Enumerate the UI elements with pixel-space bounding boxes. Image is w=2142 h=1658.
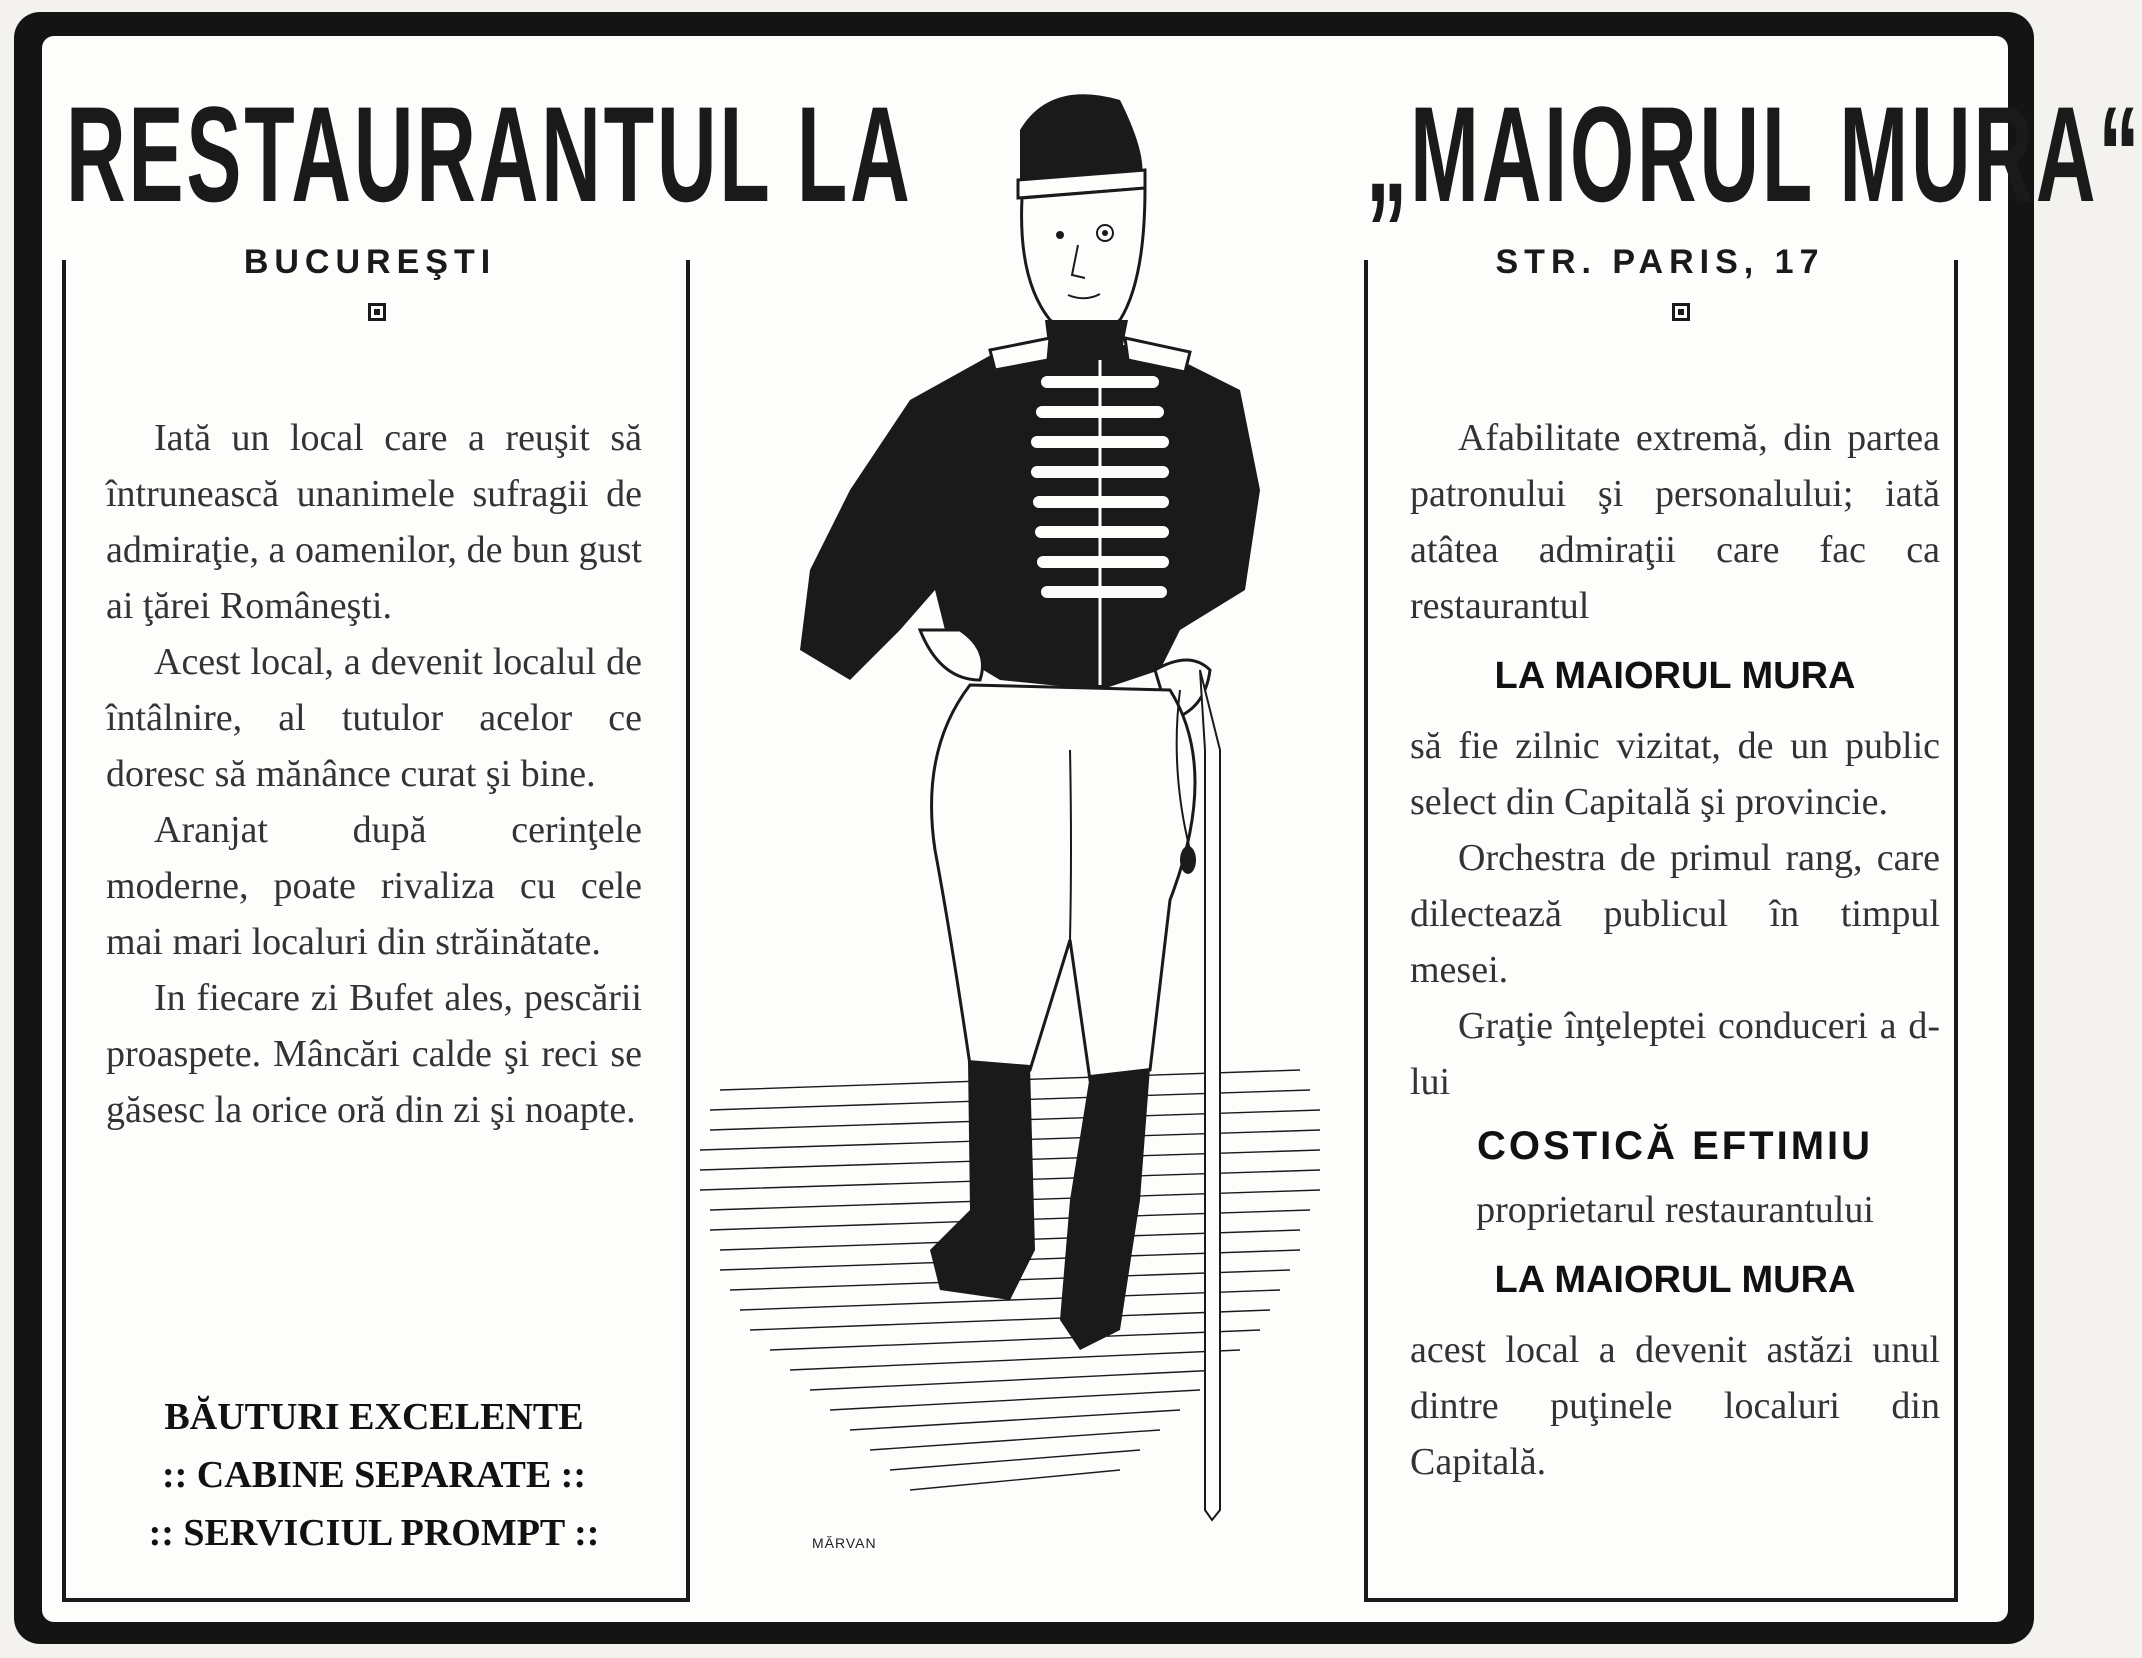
owner-name: COSTICĂ EFTIMIU xyxy=(1476,1124,1874,1168)
paragraph: proprietarul restaurantului xyxy=(1476,1189,1874,1231)
trousers xyxy=(932,685,1195,1080)
paragraph: Aranjat după cerinţele moderne, poate rivaliza cu cele mai mari localuri din străinătate. xyxy=(106,809,642,963)
right-boot xyxy=(1060,1068,1150,1350)
paragraph: Orchestra de primul rang, care dilectează publicul în timpul mesei. xyxy=(1410,837,1940,991)
left-boot xyxy=(930,1060,1035,1300)
paragraph: In fiecare zi Bufet ales, pescării proaspete. Mâncări calde şi reci se găsesc la orice oră din zi şi noapte. xyxy=(106,977,642,1131)
paragraph: Acest local, a devenit localul de întâlnire, al tutulor acelor ce doresc să mănânce curat şi bine. xyxy=(106,641,642,795)
paragraph: Afabilitate extremă, din partea patronului şi personalului; iată atâtea admiraţii care fac ca restaurantul xyxy=(1410,417,1940,627)
cabins-line: :: CABINE SEPARATE :: xyxy=(162,1454,586,1496)
jacket xyxy=(800,345,1260,690)
title-right: „MAIORUL MURA“ xyxy=(1366,79,2142,231)
ornament-square-icon xyxy=(368,303,386,321)
paragraph: Iată un local care a reuşit să întrunească unanimele sufragii de admiraţie, a oamenilor, de bun gust ai ţărei Româneşti. xyxy=(106,417,642,627)
address-caption: STR. PARIS, 17 xyxy=(1440,244,1880,280)
ornament-square-icon xyxy=(1672,303,1690,321)
face xyxy=(1022,188,1145,333)
paragraph: să fie zilnic vizitat, de un public select din Capitală şi provincie. xyxy=(1410,725,1940,823)
left-column-text xyxy=(106,410,642,1138)
sabre xyxy=(1200,670,1220,1520)
paragraph: Graţie înţeleptei conduceri a d-lui xyxy=(1410,1005,1940,1103)
left-footer xyxy=(106,1388,642,1562)
restaurant-name: LA MAIORUL MURA xyxy=(1494,1259,1856,1301)
artist-signature: MĂRVAN xyxy=(812,1535,877,1551)
right-column-text xyxy=(1410,410,1940,1490)
officer-illustration xyxy=(700,70,1340,1590)
city-caption: BUCUREŞTI xyxy=(155,244,585,280)
service-line: :: SERVICIUL PROMPT :: xyxy=(148,1512,600,1554)
restaurant-name: LA MAIORUL MURA xyxy=(1494,655,1856,697)
drinks-line: BĂUTURI EXCELENTE xyxy=(164,1396,584,1438)
title-left: RESTAURANTUL LA xyxy=(66,79,913,231)
paragraph: acest local a devenit astăzi unul dintre puţinele localuri din Capitală. xyxy=(1410,1329,1940,1483)
